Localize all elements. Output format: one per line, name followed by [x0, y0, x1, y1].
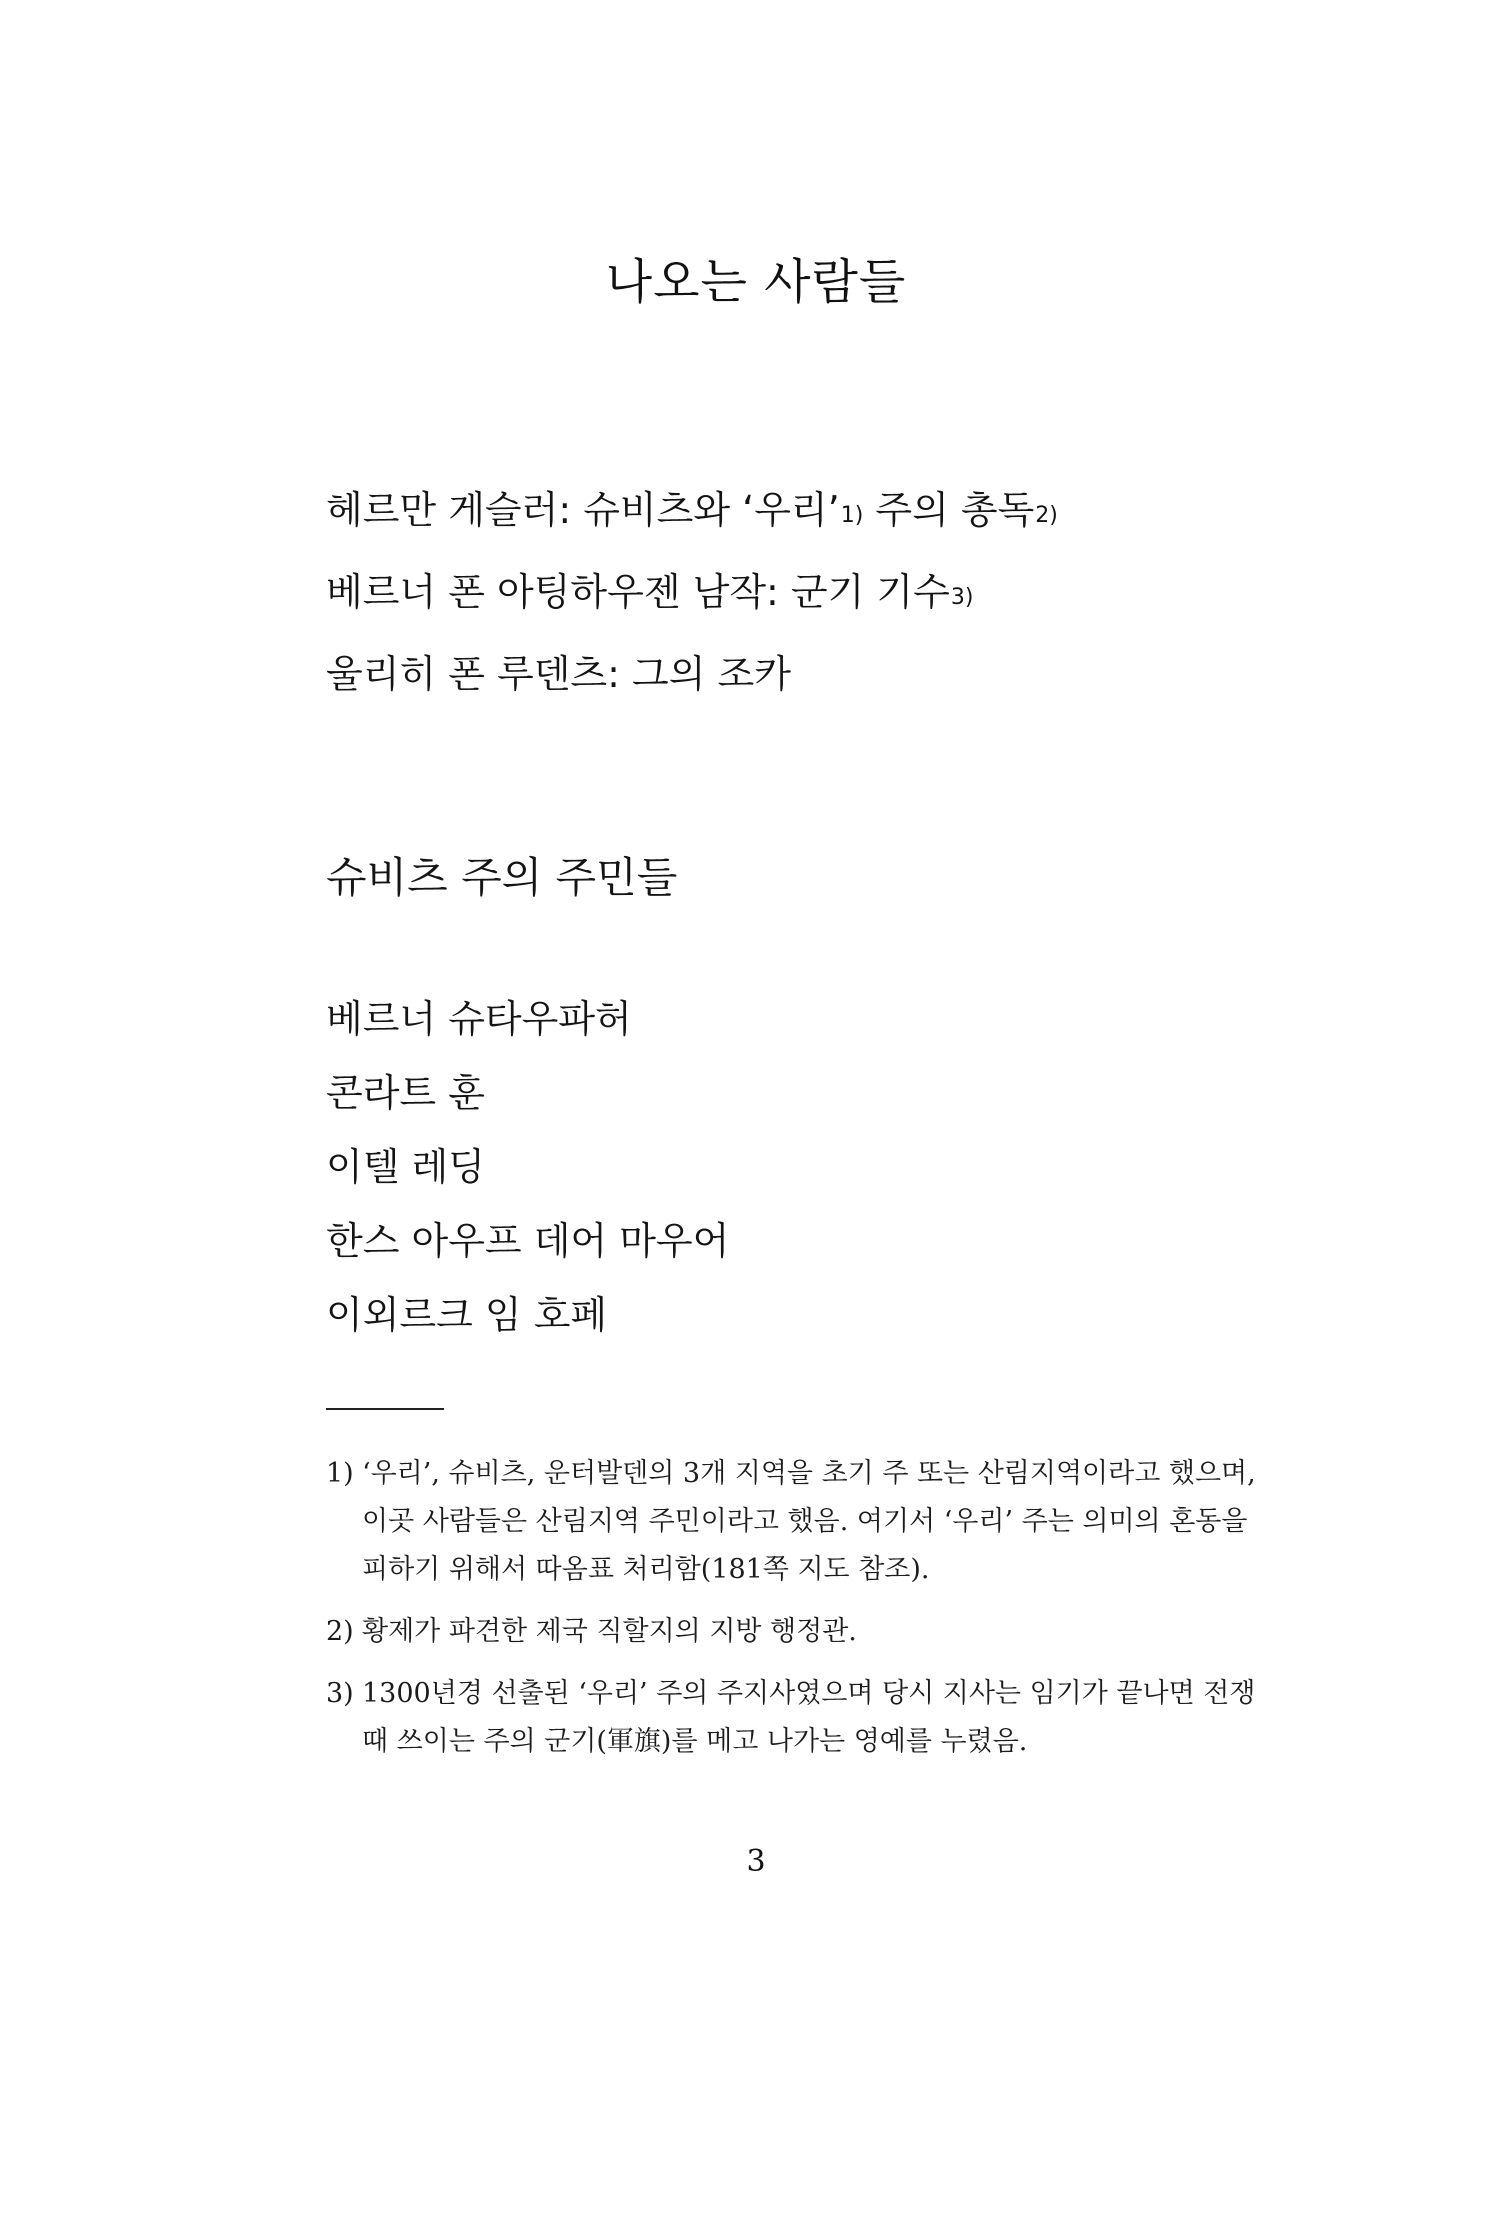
footnote-text: ‘우리’, 슈비츠, 운터발덴의 3개 지역을 초기 주 또는 산림지역이라고 했으며, 이곳 사람들은 산림지역 주민이라고 했음. 여기서 ‘우리’ 주는 의미의 혼동을 피하기 위해서 따옴표 처리함(181쪽 지도 참조). [362, 1458, 1256, 1585]
footnote-text: 황제가 파견한 제국 직할지의 지방 행정관. [362, 1616, 857, 1647]
character-list [326, 472, 1058, 712]
character-line-3 [326, 636, 1058, 712]
character-line-2 [326, 554, 1058, 636]
footnote-2 [326, 1608, 1256, 1656]
section-heading: 슈비츠 주의 주민들 [326, 853, 678, 902]
character-text: 주의 총독 [863, 488, 1035, 532]
list-item: 콘라트 훈 [326, 1071, 485, 1115]
page-number: 3 [746, 1844, 766, 1879]
character-text: 헤르만 게슬러: 슈비츠와 ‘우리’ [326, 488, 840, 532]
list-item: 한스 아우프 데어 마우어 [326, 1219, 730, 1263]
character-text: 베르너 폰 아팅하우젠 남작: 군기 기수 [326, 570, 950, 614]
resident-list [326, 982, 729, 1352]
list-item: 이외르크 임 호페 [326, 1293, 608, 1337]
list-item: 이텔 레딩 [326, 1145, 485, 1189]
footnote-text: 1300년경 선출된 ‘우리’ 주의 주지사였으며 당시 지사는 임기가 끝나면 전쟁 때 쓰이는 주의 군기(軍旗)를 메고 나가는 영예를 누렸음. [362, 1678, 1256, 1757]
character-text: 울리히 폰 루덴츠: 그의 조카 [326, 652, 791, 696]
footnote-divider [326, 1408, 444, 1410]
list-item: 베르너 슈타우파허 [326, 997, 632, 1041]
footnote-reference: 2) [1035, 503, 1058, 528]
footnotes [326, 1450, 1256, 1780]
footnote-1 [326, 1450, 1256, 1594]
footnote-reference: 1) [840, 503, 864, 528]
character-line-1 [326, 472, 1058, 554]
footnote-3 [326, 1670, 1256, 1766]
footnote-reference: 3) [950, 585, 974, 610]
footnote-number: 2) [326, 1616, 354, 1647]
page-title: 나오는 사람들 [605, 254, 907, 310]
footnote-number: 3) [326, 1678, 354, 1709]
footnote-number: 1) [326, 1458, 354, 1489]
